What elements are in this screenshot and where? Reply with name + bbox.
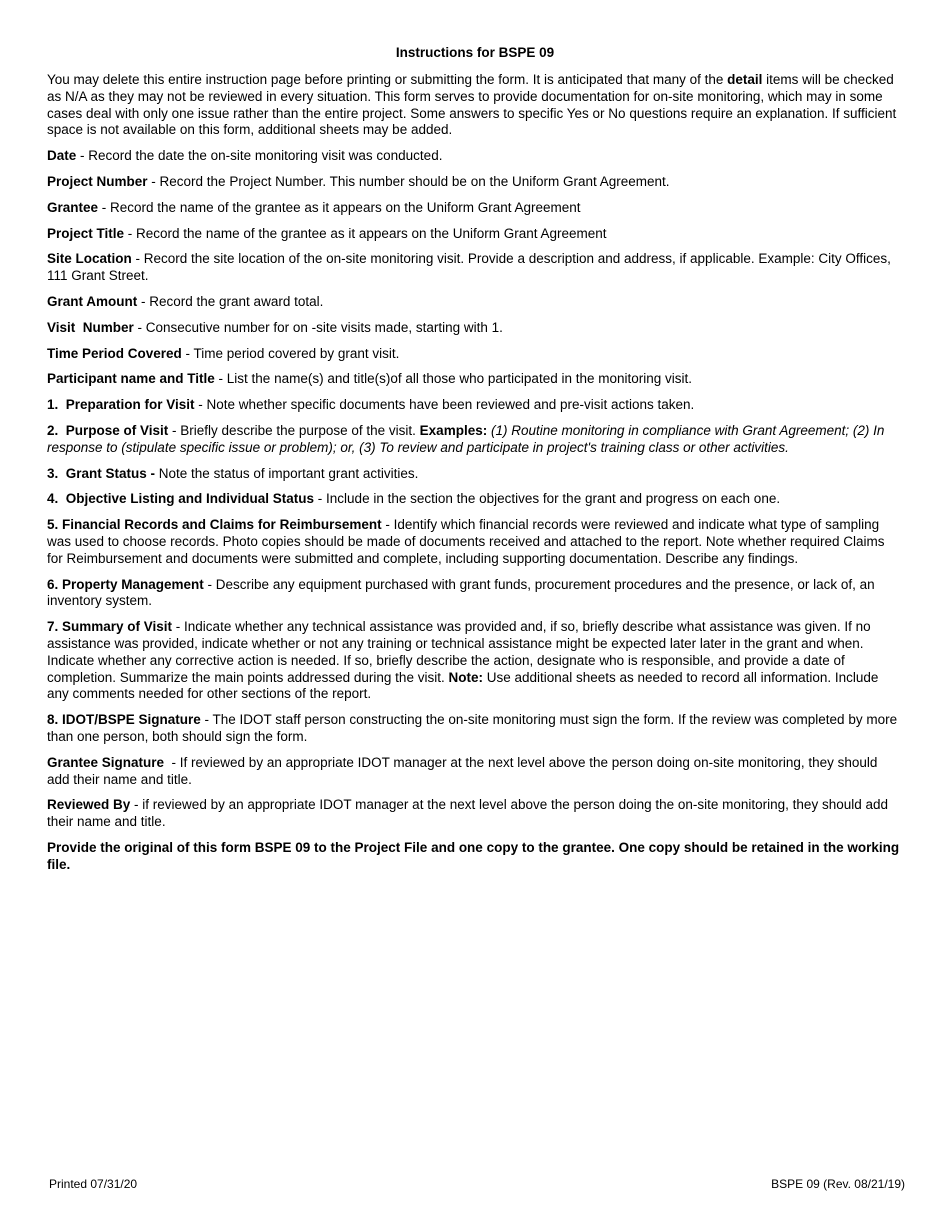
page-title: Instructions for BSPE 09 <box>395 45 555 60</box>
entry-participant <box>47 371 903 388</box>
entry-text: - Identify which financial records were reviewed and indicate what type of sampling was used to choose records. Photo copies should be made of documents received and attached to the report. Note whether required Claims for Reimbursement and documents were submitted and complete, including supporting documentation. Describe any findings. <box>47 517 885 566</box>
entry-term: Time Period Covered <box>47 345 182 361</box>
entry-term: Grantee Signature <box>47 754 165 770</box>
entry-text: Note the status of important grant activities. <box>155 465 419 481</box>
entry-text: - Consecutive number for on -site visits made, starting with 1. <box>133 319 503 335</box>
entry-purpose <box>47 423 903 457</box>
entry-grantee-signature <box>47 755 903 789</box>
intro-bold: detail <box>727 72 763 87</box>
footer-form-id: BSPE 09 (Rev. 08/21/19) <box>771 1177 905 1191</box>
entry-text: - Time period covered by grant visit. <box>181 345 400 361</box>
entry-term: 5. Financial Records and Claims for Reimbursement <box>47 517 382 533</box>
entry-term: 2. Purpose of Visit <box>47 422 169 438</box>
entry-visit-number <box>47 320 903 337</box>
entry-term: Project Number <box>47 173 148 189</box>
entry-text: - Record the Project Number. This number should be on the Uniform Grant Agreement. <box>147 173 670 189</box>
examples-label: Examples: <box>419 422 488 438</box>
entry-time-period <box>47 346 903 363</box>
entry-preparation <box>47 397 903 414</box>
entry-objective-listing <box>47 491 903 508</box>
entry-text: - Describe any equipment purchased with grant funds, procurement procedures and the presence, or lack of, an inventory system. <box>47 576 875 609</box>
entry-project-number <box>47 174 903 191</box>
note-label: Note: <box>448 669 483 685</box>
entry-financial-records <box>47 517 903 567</box>
entry-text: - Record the name of the grantee as it appears on the Uniform Grant Agreement <box>98 199 581 215</box>
instructions-page <box>47 45 903 882</box>
entry-grant-status <box>47 466 903 483</box>
entry-text: - Include in the section the objectives for the grant and progress on each one. <box>314 491 781 507</box>
entry-term: Reviewed By <box>47 797 131 813</box>
entry-property-management <box>47 577 903 611</box>
entry-text: - Note whether specific documents have been reviewed and pre-visit actions taken. <box>194 397 695 413</box>
intro-text-2: items will be checked as N/A as they may not be reviewed in every situation. This form serves to provide documentation for on-site monitoring, which may in some cases deal with only one issue rather than the entire project. Some answers to specific Yes or No questions require an explanation. If sufficient space is not available on this form, additional sheets may be added. <box>47 72 897 138</box>
entry-text: - if reviewed by an appropriate IDOT manager at the next level above the person doing the on-site monitoring, they should add their name and title. <box>47 797 888 830</box>
entry-term: 1. Preparation for Visit <box>47 397 195 413</box>
entry-grantee <box>47 200 903 217</box>
entry-project-title <box>47 226 903 243</box>
entry-term: Project Title <box>47 225 125 241</box>
entry-term: Grant Amount <box>47 293 138 309</box>
entry-text: - Record the date the on-site monitoring visit was conducted. <box>76 148 443 164</box>
footer-printed-date: Printed 07/31/20 <box>49 1177 138 1191</box>
closing-text: Provide the original of this form BSPE 09 to the Project File and one copy to the grantee. One copy should be retained in the working file. <box>47 839 900 872</box>
entry-reviewed-by <box>47 797 903 831</box>
entry-summary <box>47 619 903 703</box>
entry-grant-amount <box>47 294 903 311</box>
entry-term: 3. Grant Status - <box>47 465 156 481</box>
entry-term: Date <box>47 148 77 164</box>
entry-term: Participant name and Title <box>47 371 215 387</box>
entry-text: - The IDOT staff person constructing the on-site monitoring must sign the form. If the review was completed by more than one person, both should sign the form. <box>47 712 898 744</box>
entry-term: 7. Summary of Visit <box>47 619 173 635</box>
entry-term: 8. IDOT/BSPE Signature <box>47 712 201 728</box>
entry-term: 6. Property Management <box>47 576 204 592</box>
entry-term: Visit Number <box>47 319 134 335</box>
entry-text: - Indicate whether any technical assistance was provided and, if so, briefly describe what assistance was given. If no assistance was provided, indicate whether or not any training or technical assistance might be expected later later in the grant and when. Indicate whether any corrective action is needed. If so, briefly describe the action, designate who is responsible, and provide a date of completion. Summarize the main points addressed during the visit. <box>47 619 871 685</box>
intro-paragraph <box>47 72 903 139</box>
entry-date <box>47 148 903 165</box>
note-text: Use additional sheets as needed to record all information. Include any comments needed for other sections of the report. <box>47 669 879 702</box>
intro-text-1: You may delete this entire instruction page before printing or submitting the form. It is anticipated that many of the <box>47 72 728 87</box>
entry-term: Site Location <box>47 251 132 267</box>
entry-site-location <box>47 251 903 285</box>
entry-term: 4. Objective Listing and Individual Status <box>47 491 315 507</box>
entry-text: - List the name(s) and title(s)of all those who participated in the monitoring visit. <box>214 371 693 387</box>
entry-idot-signature <box>47 712 903 746</box>
examples-text: (1) Routine monitoring in compliance with Grant Agreement; (2) In response to (stipulate specific issue or problem); or, (3) To review and participate in project's training class or other activities. <box>47 422 885 455</box>
entry-text: - Record the site location of the on-site monitoring visit. Provide a description and address, if applicable. Example: City Offices, 111 Grant Street. <box>47 251 891 284</box>
entry-text: - Briefly describe the purpose of the visit. <box>168 422 420 438</box>
entry-text: - If reviewed by an appropriate IDOT manager at the next level above the person doing on-site monitoring, they should add their name and title. <box>47 754 882 787</box>
entry-term: Grantee <box>47 199 99 215</box>
entry-text: - Record the name of the grantee as it appears on the Uniform Grant Agreement <box>124 225 607 241</box>
entry-text: - Record the grant award total. <box>137 293 324 309</box>
closing-instruction <box>47 840 903 874</box>
